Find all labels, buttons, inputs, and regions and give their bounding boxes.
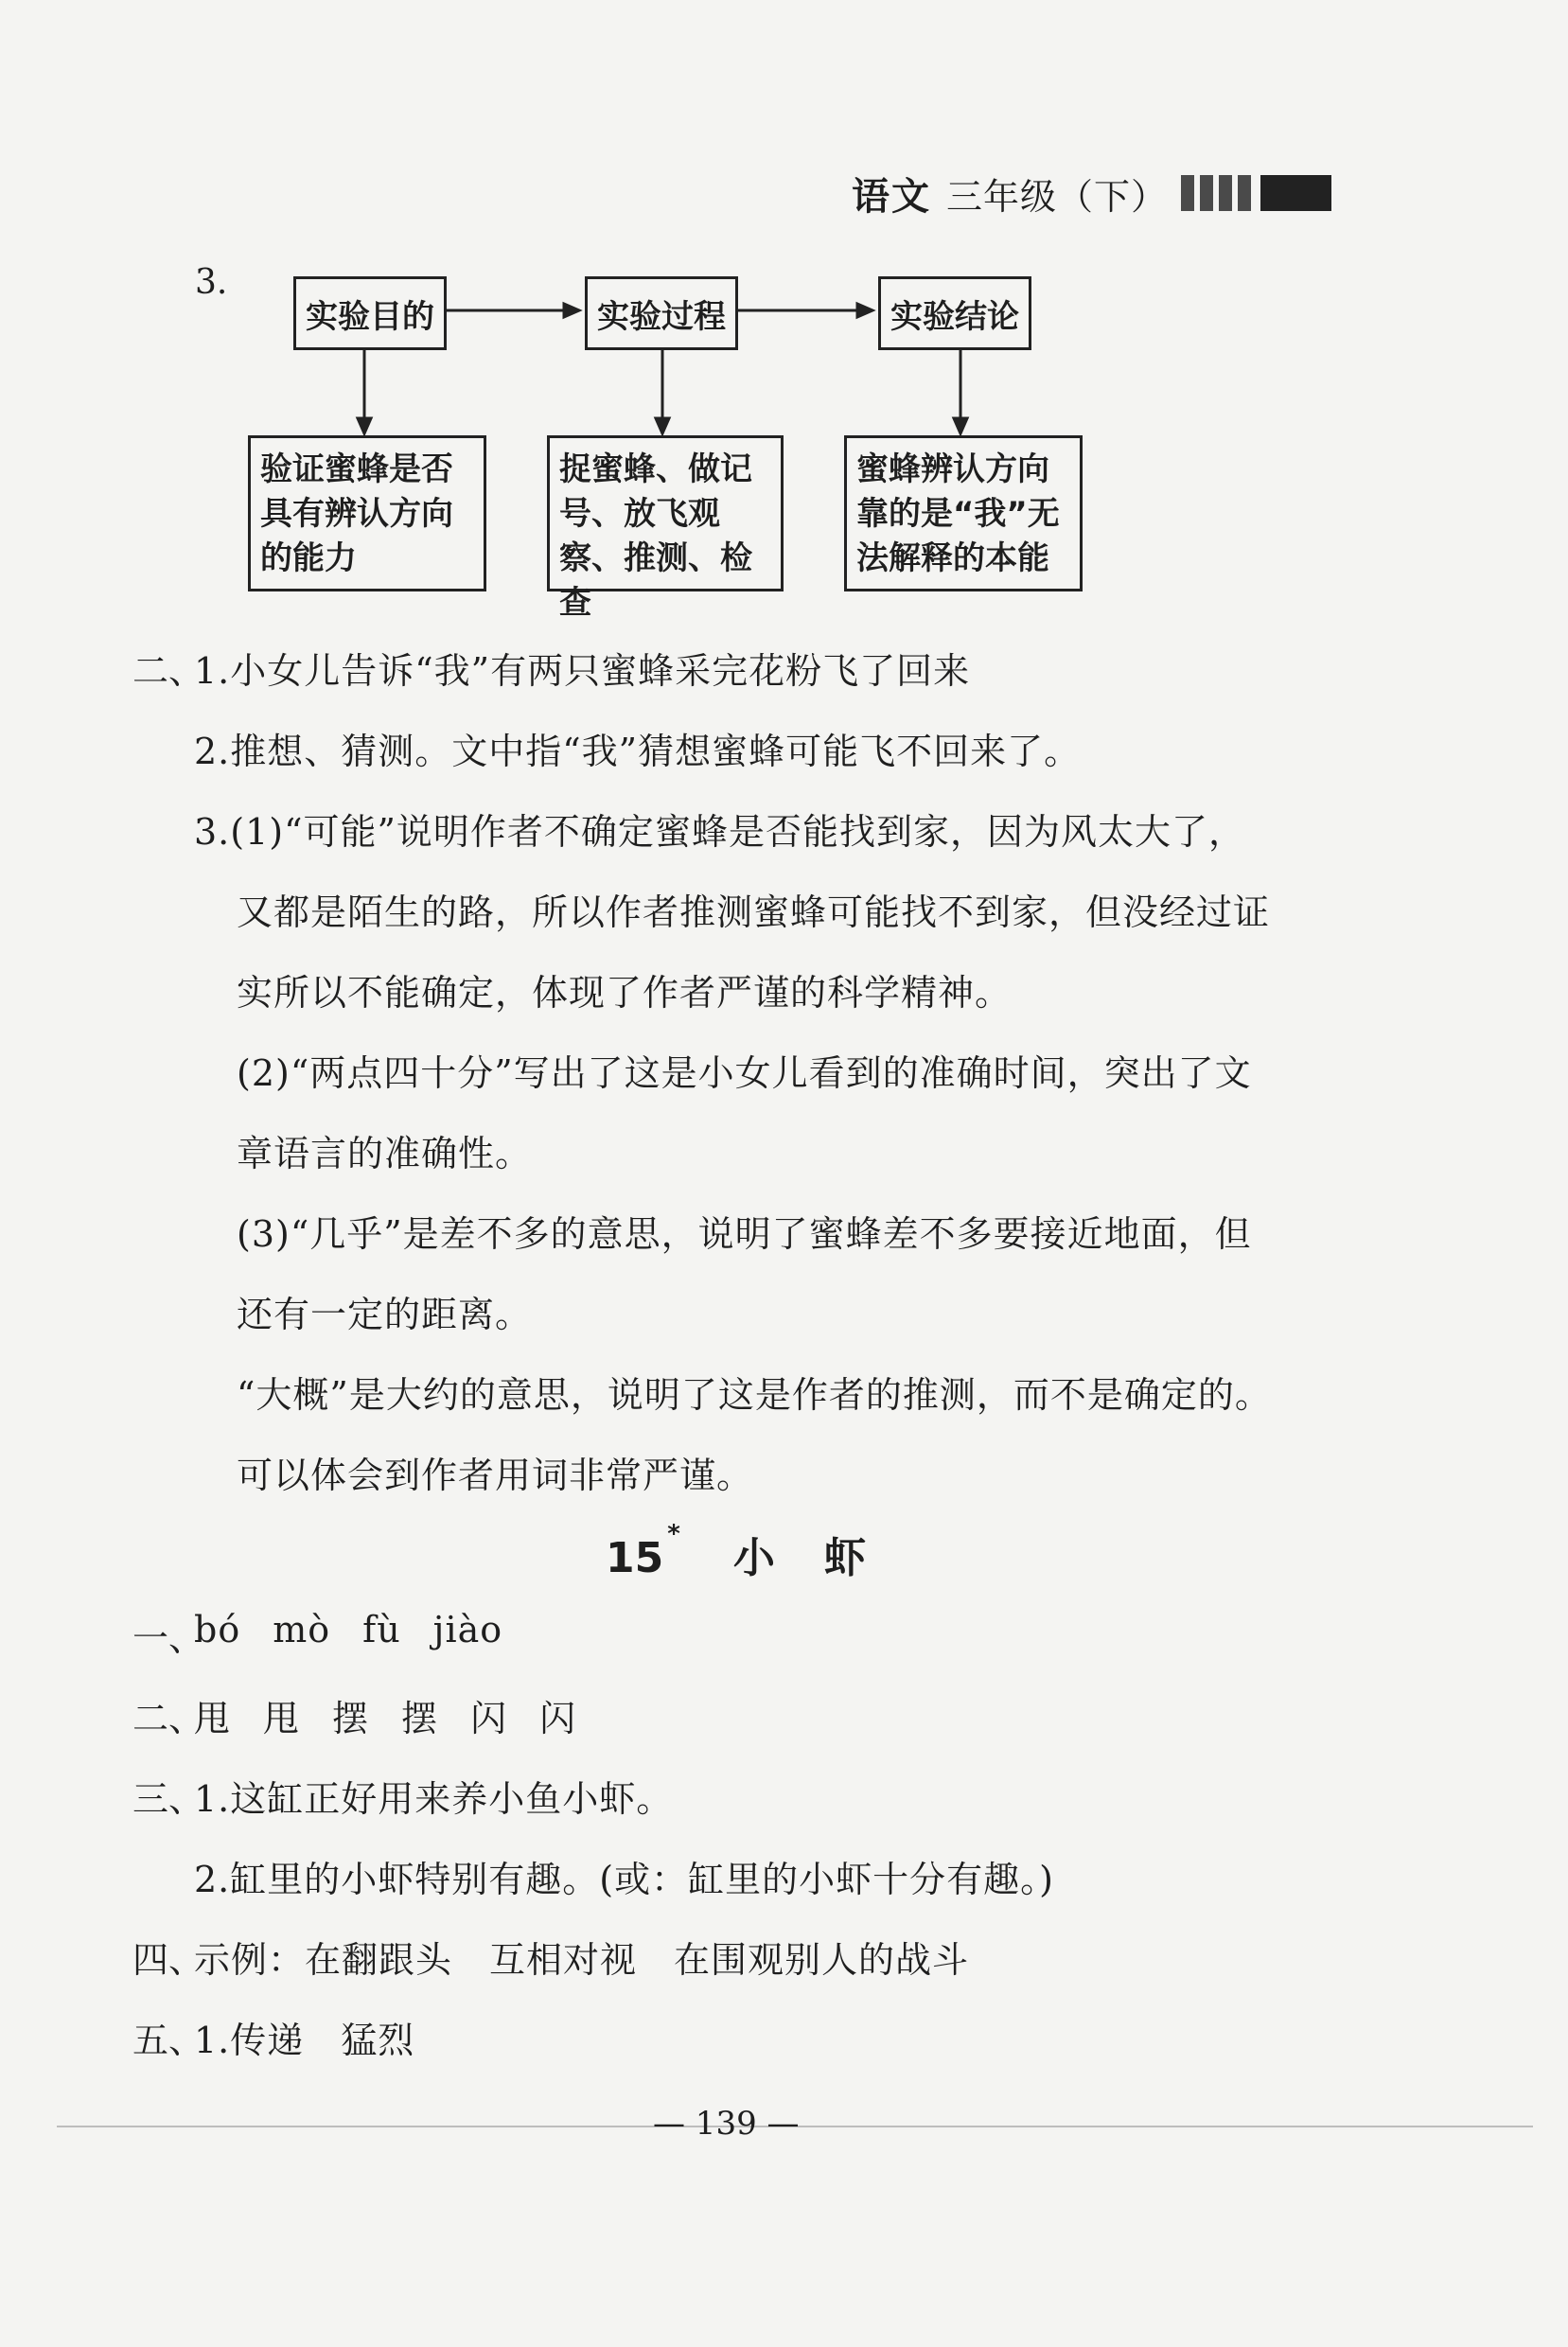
char-item: 闪 [539,1698,577,1739]
s1-label: 一、 [132,1617,205,1659]
pinyin-item: fù [362,1609,401,1650]
s2-line: 章语言的准确性。 [237,1133,533,1174]
s2b-label: 二、 [132,1698,205,1739]
lesson-mark: * [667,1520,680,1548]
pinyin-list [194,1609,535,1650]
pinyin-item: jiào [432,1609,503,1650]
lesson-title [606,1520,915,1584]
char-item: 摆 [401,1698,439,1739]
lesson-number: 15 [606,1534,664,1582]
flow-box-process: 实验过程 [585,276,738,350]
s2-line: (2)“两点四十分”写出了这是小女儿看到的准确时间，突出了文 [237,1052,1252,1094]
char-item: 甩 [263,1698,301,1739]
detail-box-process: 捉蜜蜂、做记号、放飞观察、推测、检查 [547,435,784,591]
detail-box-purpose: 验证蜜蜂是否具有辨认方向的能力 [248,435,486,591]
page-number: — 139 — [653,2105,800,2143]
subject-label: 语文 [852,174,931,219]
s2-line: 2.推想、猜测。文中指“我”猜想蜜蜂可能飞不回来了。 [194,731,1082,772]
char-item: 闪 [470,1698,508,1739]
s4-text: 示例：在翻跟头 互相对视 在围观别人的战斗 [194,1939,970,1981]
s2-line: 可以体会到作者用词非常严谨。 [237,1455,754,1496]
s2-line: 还有一定的距离。 [237,1294,533,1335]
s5-label: 五、 [132,2020,205,2061]
s3-label: 三、 [132,1778,205,1820]
flow-box-purpose: 实验目的 [293,276,447,350]
s3-line-2: 2.缸里的小虾特别有趣。(或：缸里的小虾十分有趣。) [194,1859,1054,1900]
s2-line: 又都是陌生的路，所以作者推测蜜蜂可能找不到家，但没经过证 [237,891,1271,933]
flow-box-conclusion: 实验结论 [878,276,1031,350]
s2-line: 1.小女儿告诉“我”有两只蜜蜂采完花粉飞了回来 [194,650,971,692]
grade-label: 三年级（下） [946,175,1169,218]
section-2-label: 二、 [132,650,205,692]
s2-line: 3.(1)“可能”说明作者不确定蜜蜂是否能找到家，因为风太大了， [194,811,1245,853]
lesson-name: 小虾 [732,1534,915,1582]
pinyin-item: bó [194,1609,241,1650]
char-list [194,1689,608,1741]
s2-line: “大概”是大约的意思，说明了这是作者的推测，而不是确定的。 [237,1374,1272,1416]
char-item: 甩 [194,1698,232,1739]
flowchart-number: 3. [195,263,228,302]
s5-text: 1.传递 猛烈 [194,2020,415,2061]
s2-line: 实所以不能确定，体现了作者严谨的科学精神。 [237,972,1013,1014]
pinyin-item: mò [273,1609,331,1650]
s4-label: 四、 [132,1939,205,1981]
s2-line: (3)“几乎”是差不多的意思，说明了蜜蜂差不多要接近地面，但 [237,1213,1252,1255]
s3-line-1: 1.这缸正好用来养小鱼小虾。 [194,1778,674,1820]
char-item: 摆 [332,1698,370,1739]
detail-box-conclusion: 蜜蜂辨认方向靠的是“我”无法解释的本能 [844,435,1083,591]
